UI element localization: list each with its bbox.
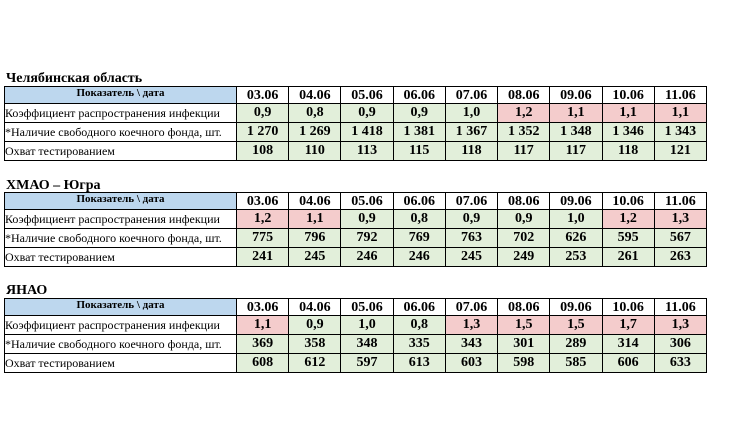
value-cell: 612 (289, 354, 341, 373)
value-cell: 1 343 (654, 123, 706, 142)
value-cell: 117 (498, 142, 550, 161)
value-cell: 301 (498, 335, 550, 354)
value-cell: 606 (602, 354, 654, 373)
header-label: Показатель \ дата (5, 193, 237, 210)
date-header: 10.06 (602, 299, 654, 316)
value-cell: 702 (498, 229, 550, 248)
value-cell: 289 (550, 335, 602, 354)
value-cell: 1 418 (341, 123, 393, 142)
value-cell: 0,8 (393, 316, 445, 335)
value-cell: 0,9 (341, 104, 393, 123)
row-label: Коэффициент распространения инфекции (5, 104, 237, 123)
value-cell: 241 (237, 248, 289, 267)
date-header: 11.06 (654, 299, 706, 316)
value-cell: 1,0 (550, 210, 602, 229)
value-cell: 115 (393, 142, 445, 161)
value-cell: 1,1 (602, 104, 654, 123)
date-header: 04.06 (289, 87, 341, 104)
value-cell: 358 (289, 335, 341, 354)
date-header: 11.06 (654, 87, 706, 104)
value-cell: 1,0 (341, 316, 393, 335)
value-cell: 1,7 (602, 316, 654, 335)
date-header: 07.06 (445, 193, 497, 210)
value-cell: 1 381 (393, 123, 445, 142)
date-header: 05.06 (341, 299, 393, 316)
value-cell: 245 (445, 248, 497, 267)
date-header: 05.06 (341, 193, 393, 210)
value-cell: 1,5 (550, 316, 602, 335)
value-cell: 633 (654, 354, 706, 373)
region-table-chelyabinsk (4, 86, 707, 161)
value-cell: 118 (445, 142, 497, 161)
value-cell: 1 270 (237, 123, 289, 142)
value-cell: 763 (445, 229, 497, 248)
header-row (5, 299, 707, 316)
value-cell: 769 (393, 229, 445, 248)
row-label: Коэффициент распространения инфекции (5, 316, 237, 335)
value-cell: 348 (341, 335, 393, 354)
value-cell: 1,3 (654, 316, 706, 335)
value-cell: 796 (289, 229, 341, 248)
value-cell: 121 (654, 142, 706, 161)
value-cell: 1,1 (550, 104, 602, 123)
value-cell: 595 (602, 229, 654, 248)
value-cell: 110 (289, 142, 341, 161)
value-cell: 0,9 (289, 316, 341, 335)
value-cell: 335 (393, 335, 445, 354)
row-label: Охват тестированием (5, 354, 237, 373)
value-cell: 613 (393, 354, 445, 373)
value-cell: 598 (498, 354, 550, 373)
value-cell: 0,9 (393, 104, 445, 123)
value-cell: 603 (445, 354, 497, 373)
value-cell: 0,9 (237, 104, 289, 123)
date-header: 03.06 (237, 87, 289, 104)
value-cell: 1 346 (602, 123, 654, 142)
date-header: 09.06 (550, 193, 602, 210)
header-row (5, 193, 707, 210)
value-cell: 1,1 (237, 316, 289, 335)
row-label: Коэффициент распространения инфекции (5, 210, 237, 229)
value-cell: 1,0 (445, 104, 497, 123)
value-cell: 1,5 (498, 316, 550, 335)
value-cell: 108 (237, 142, 289, 161)
row-label: *Наличие свободного коечного фонда, шт. (5, 229, 237, 248)
table-row-free-beds (5, 229, 707, 248)
value-cell: 0,8 (393, 210, 445, 229)
date-header: 10.06 (602, 193, 654, 210)
value-cell: 246 (341, 248, 393, 267)
value-cell: 1 348 (550, 123, 602, 142)
region-title-chelyabinsk: Челябинская область (6, 71, 143, 86)
value-cell: 306 (654, 335, 706, 354)
value-cell: 343 (445, 335, 497, 354)
value-cell: 245 (289, 248, 341, 267)
value-cell: 1 352 (498, 123, 550, 142)
value-cell: 775 (237, 229, 289, 248)
value-cell: 261 (602, 248, 654, 267)
date-header: 10.06 (602, 87, 654, 104)
value-cell: 246 (393, 248, 445, 267)
date-header: 05.06 (341, 87, 393, 104)
table-row-free-beds (5, 335, 707, 354)
date-header: 08.06 (498, 87, 550, 104)
value-cell: 0,9 (498, 210, 550, 229)
value-cell: 1,2 (237, 210, 289, 229)
value-cell: 113 (341, 142, 393, 161)
value-cell: 0,8 (289, 104, 341, 123)
value-cell: 314 (602, 335, 654, 354)
date-header: 03.06 (237, 193, 289, 210)
value-cell: 1,1 (289, 210, 341, 229)
value-cell: 608 (237, 354, 289, 373)
value-cell: 626 (550, 229, 602, 248)
table-row-infection-rate (5, 210, 707, 229)
date-header: 09.06 (550, 87, 602, 104)
date-header: 06.06 (393, 299, 445, 316)
value-cell: 1,3 (445, 316, 497, 335)
value-cell: 253 (550, 248, 602, 267)
row-label: Охват тестированием (5, 248, 237, 267)
date-header: 11.06 (654, 193, 706, 210)
table-row-free-beds (5, 123, 707, 142)
value-cell: 792 (341, 229, 393, 248)
header-label: Показатель \ дата (5, 87, 237, 104)
row-label: *Наличие свободного коечного фонда, шт. (5, 123, 237, 142)
value-cell: 1,2 (602, 210, 654, 229)
value-cell: 249 (498, 248, 550, 267)
date-header: 06.06 (393, 87, 445, 104)
table-row-testing-coverage (5, 248, 707, 267)
region-title-khmao: ХМАО – Югра (6, 178, 101, 193)
value-cell: 1,1 (654, 104, 706, 123)
date-header: 09.06 (550, 299, 602, 316)
table-row-testing-coverage (5, 142, 707, 161)
value-cell: 369 (237, 335, 289, 354)
table-row-testing-coverage (5, 354, 707, 373)
value-cell: 0,9 (445, 210, 497, 229)
value-cell: 597 (341, 354, 393, 373)
date-header: 07.06 (445, 87, 497, 104)
header-label: Показатель \ дата (5, 299, 237, 316)
table-row-infection-rate (5, 316, 707, 335)
region-title-yanao: ЯНАО (6, 283, 48, 298)
region-table-khmao (4, 192, 707, 267)
value-cell: 585 (550, 354, 602, 373)
value-cell: 1,2 (498, 104, 550, 123)
value-cell: 117 (550, 142, 602, 161)
value-cell: 1,3 (654, 210, 706, 229)
value-cell: 1 269 (289, 123, 341, 142)
date-header: 04.06 (289, 193, 341, 210)
value-cell: 263 (654, 248, 706, 267)
value-cell: 118 (602, 142, 654, 161)
value-cell: 567 (654, 229, 706, 248)
date-header: 06.06 (393, 193, 445, 210)
value-cell: 0,9 (341, 210, 393, 229)
row-label: *Наличие свободного коечного фонда, шт. (5, 335, 237, 354)
header-row (5, 87, 707, 104)
value-cell: 1 367 (445, 123, 497, 142)
region-table-yanao (4, 298, 707, 373)
date-header: 04.06 (289, 299, 341, 316)
date-header: 07.06 (445, 299, 497, 316)
row-label: Охват тестированием (5, 142, 237, 161)
date-header: 08.06 (498, 299, 550, 316)
table-row-infection-rate (5, 104, 707, 123)
date-header: 03.06 (237, 299, 289, 316)
date-header: 08.06 (498, 193, 550, 210)
